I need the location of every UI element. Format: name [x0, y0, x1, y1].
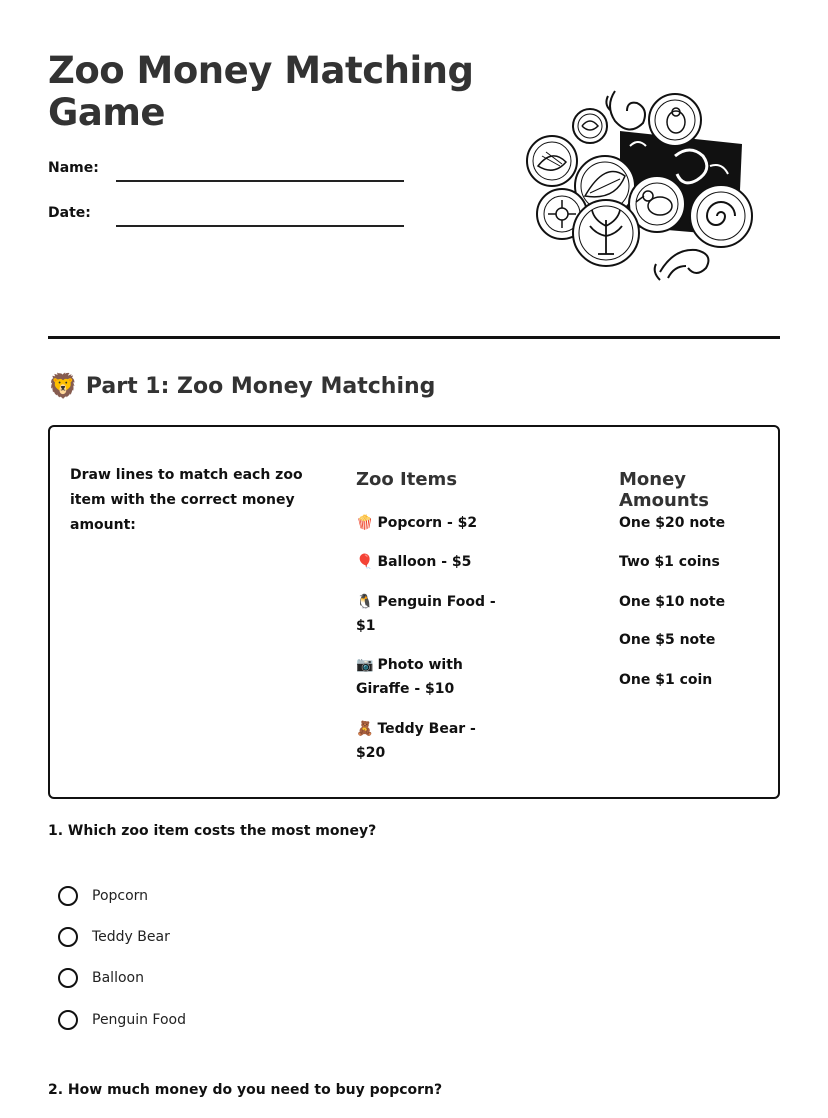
- popcorn-icon: 🍿: [356, 515, 374, 531]
- coins-illustration: [520, 86, 760, 286]
- name-write-line[interactable]: [116, 180, 404, 182]
- zoo-item-label: Photo with Giraffe - $10: [356, 657, 463, 697]
- radio-circle-icon[interactable]: [58, 968, 78, 988]
- balloon-icon: 🎈: [356, 554, 374, 570]
- question-2: 2. How much money do you need to buy popcorn?: [48, 1082, 443, 1098]
- money-one-20-note[interactable]: One $20 note: [619, 515, 726, 531]
- money-one-5-note[interactable]: One $5 note: [619, 632, 716, 648]
- bird-coin-icon: [649, 94, 701, 146]
- money-one-10-note[interactable]: One $10 note: [619, 594, 726, 610]
- lion-face-icon: 🦁: [48, 372, 78, 400]
- swirl-ornament-icon: [606, 91, 645, 130]
- zoo-item-photo-giraffe[interactable]: [356, 653, 506, 701]
- zoo-item-penguin-food[interactable]: [356, 590, 506, 638]
- option-label: Teddy Bear: [92, 929, 170, 945]
- zoo-item-label: Penguin Food - $1: [356, 594, 496, 634]
- zoo-item-label: Balloon - $5: [377, 554, 472, 570]
- radio-circle-icon[interactable]: [58, 1010, 78, 1030]
- bottom-swirl-ornament-icon: [655, 250, 709, 280]
- money-amounts-header: Money Amounts: [619, 469, 709, 511]
- section-divider: [48, 336, 780, 339]
- radio-circle-icon[interactable]: [58, 886, 78, 906]
- zoo-item-label: Teddy Bear - $20: [356, 721, 476, 761]
- option-popcorn[interactable]: [58, 886, 148, 906]
- page-title: Zoo Money Matching Game: [48, 49, 474, 134]
- camera-icon: 📷: [356, 657, 374, 673]
- date-label: Date:: [48, 205, 91, 221]
- zoo-item-popcorn[interactable]: [356, 511, 506, 535]
- penguin-icon: 🐧: [356, 594, 374, 610]
- teddy-bear-icon: 🧸: [356, 721, 374, 737]
- date-write-line[interactable]: [116, 225, 404, 227]
- option-label: Balloon: [92, 970, 144, 986]
- matching-box: [48, 425, 780, 799]
- zoo-item-teddy-bear[interactable]: [356, 717, 506, 765]
- option-balloon[interactable]: [58, 968, 144, 988]
- option-penguin-food[interactable]: [58, 1010, 186, 1030]
- coin-pattern-icon: [573, 109, 607, 143]
- name-label: Name:: [48, 160, 99, 176]
- option-label: Popcorn: [92, 888, 149, 904]
- question-1: 1. Which zoo item costs the most money?: [48, 823, 377, 839]
- option-teddy-bear[interactable]: [58, 927, 170, 947]
- zoo-item-label: Popcorn - $2: [377, 515, 478, 531]
- zoo-item-balloon[interactable]: [356, 550, 506, 574]
- fish-coin-icon: [527, 136, 577, 186]
- option-label: Penguin Food: [92, 1012, 186, 1028]
- radio-circle-icon[interactable]: [58, 927, 78, 947]
- part1-title: Part 1: Zoo Money Matching: [85, 373, 436, 399]
- tree-coin-icon: [573, 200, 639, 266]
- koru-coin-icon: [690, 185, 752, 247]
- part1-heading: [48, 372, 435, 400]
- money-one-1-coin[interactable]: One $1 coin: [619, 672, 713, 688]
- money-two-1-coins[interactable]: Two $1 coins: [619, 554, 720, 570]
- matching-instructions: Draw lines to match each zoo item with the correct money amount:: [70, 467, 303, 533]
- zoo-items-header: Zoo Items: [356, 469, 458, 490]
